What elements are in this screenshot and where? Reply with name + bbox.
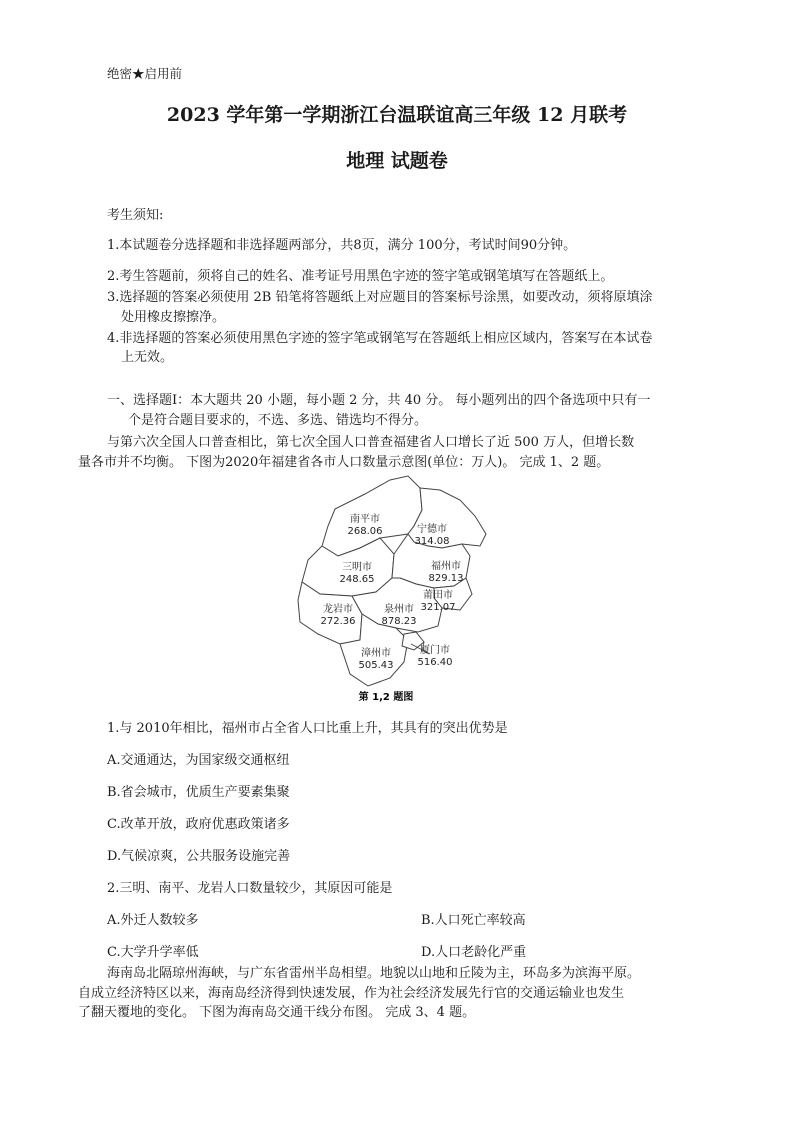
- city-value: 248.65: [339, 574, 375, 585]
- section-heading-cont: 个是符合题目要求的，不选、多选、错选均不得分。: [128, 413, 428, 428]
- city-label: 宁德市: [417, 524, 447, 535]
- option-a: A.外迁人数较多: [107, 913, 199, 928]
- option-b: B.人口死亡率较高: [421, 913, 526, 928]
- notice-heading: 考生须知:: [107, 208, 164, 223]
- exam-subtitle: 地理 试题卷: [346, 150, 448, 172]
- passage-text: 量各市并不均衡。 下图为2020年福建省各市人口数量示意图(单位：万人)。 完成 1、2 题。: [78, 455, 610, 470]
- city-label: 厦门市: [420, 645, 450, 656]
- city-value: 878.23: [381, 616, 417, 627]
- city-label: 龙岩市: [323, 604, 353, 615]
- notice-item-cont: 处用橡皮擦擦净。: [121, 310, 226, 325]
- city-label: 三明市: [342, 562, 372, 573]
- city-value: 314.08: [414, 536, 450, 547]
- city-value: 516.40: [417, 657, 453, 668]
- section-heading: 一、选择题Ⅰ：本大题共 20 小题，每小题 2 分，共 40 分。 每小题列出的四个备选项中只有一: [107, 393, 651, 408]
- option-b: B.省会城市，优质生产要素集聚: [107, 785, 290, 800]
- city-label: 泉州市: [384, 604, 414, 615]
- city-value: 829.13: [428, 573, 464, 584]
- city-value: 505.43: [358, 660, 394, 671]
- city-label: 南平市: [350, 514, 380, 525]
- notice-item-cont: 上无效。: [121, 350, 174, 365]
- question-stem: 2.三明、南平、龙岩人口数量较少，其原因可能是: [107, 881, 393, 896]
- fujian-map-figure: [290, 474, 490, 704]
- passage-text: 自成立经济特区以来，海南岛经济得到快速发展，作为社会经济发展先行官的交通运输业也发生: [78, 986, 625, 1001]
- exam-title: 2023 学年第一学期浙江台温联谊高三年级 12 月联考: [166, 104, 628, 126]
- city-value: 268.06: [347, 526, 383, 537]
- option-d: D.人口老龄化严重: [421, 945, 527, 960]
- city-label: 漳州市: [361, 648, 391, 659]
- city-value: 272.36: [320, 616, 356, 627]
- notice-item: 3.选择题的答案必须使用 2B 铅笔将答题纸上对应题目的答案标号涂黑，如要改动，须将原填涂: [107, 290, 653, 305]
- city-value: 321.07: [420, 602, 456, 613]
- option-d: D.气候凉爽，公共服务设施完善: [107, 849, 291, 864]
- option-a: A.交通通达，为国家级交通枢纽: [107, 753, 290, 768]
- passage-text: 了翻天覆地的变化。 下图为海南岛交通干线分布图。 完成 3、4 题。: [78, 1005, 476, 1020]
- notice-item: 2.考生答题前，须将自己的姓名、准考证号用黑色字迹的签字笔或钢笔填写在答题纸上。: [107, 269, 614, 284]
- question-stem: 1.与 2010年相比，福州市占全省人口比重上升，其具有的突出优势是: [107, 721, 508, 736]
- option-c: C.改革开放，政府优惠政策诸多: [107, 817, 290, 832]
- secret-label: 绝密★启用前: [107, 66, 183, 81]
- figure-caption: 第 1,2 题图: [358, 692, 414, 703]
- notice-item: 1.本试题卷分选择题和非选择题两部分，共8页，满分 100分，考试时间90分钟。: [107, 238, 577, 253]
- passage-text: 与第六次全国人口普查相比，第七次全国人口普查福建省人口增长了近 500 万人，但增长数: [107, 435, 635, 450]
- fujian-map: [290, 474, 490, 704]
- option-c: C.大学升学率低: [107, 945, 199, 960]
- passage-text: 海南岛北隔琼州海峡，与广东省雷州半岛相望。地貌以山地和丘陵为主，环岛多为滨海平原。: [107, 966, 641, 981]
- city-label: 福州市: [431, 561, 461, 572]
- notice-item: 4.非选择题的答案必须使用黑色字迹的签字笔或钢笔写在答题纸上相应区域内，答案写在本试卷: [107, 331, 653, 346]
- city-label: 莆田市: [423, 590, 453, 601]
